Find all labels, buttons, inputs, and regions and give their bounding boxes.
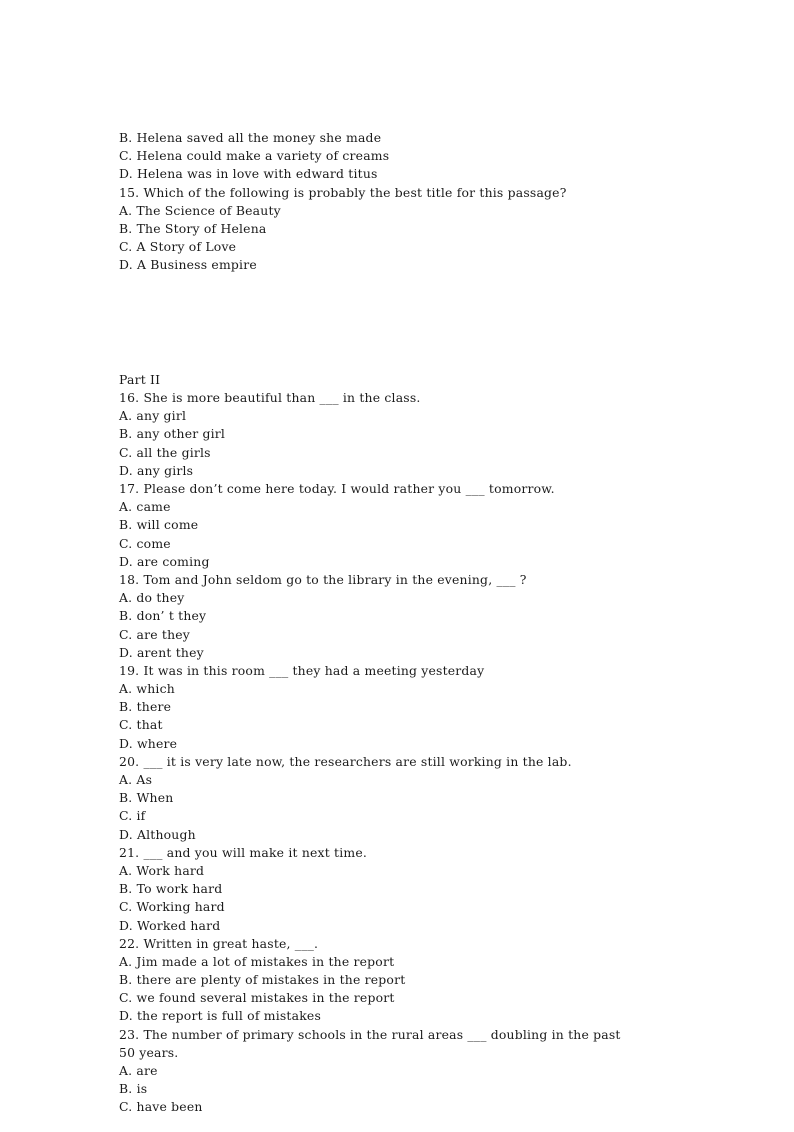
text-line: 22. Written in great haste, ___. [119, 935, 319, 951]
text-line: 50 years. [119, 1044, 179, 1060]
text-line: B. is [119, 1081, 148, 1097]
text-line: C. have been [119, 1099, 203, 1115]
text-line: A. which [119, 681, 175, 697]
text-line: C. that [119, 717, 163, 733]
text-line: B. any other girl [119, 426, 226, 442]
text-line: C. if [119, 808, 146, 824]
text-line: A. are [119, 1063, 158, 1079]
text-line: D. A Business empire [119, 257, 257, 273]
text-line: B. The Story of Helena [119, 220, 267, 236]
text-line: C. A Story of Love [119, 239, 237, 255]
text-line: B. Helena saved all the money she made [119, 130, 382, 145]
text-line: 16. She is more beautiful than ___ in the class. [119, 390, 421, 406]
text-line: B. there [119, 699, 172, 715]
text-line: 15. Which of the following is probably the best title for this passage? [119, 184, 567, 200]
text-line: B. When [119, 790, 174, 806]
text-line: 23. The number of primary schools in the rural areas ___ doubling in the past [119, 1026, 621, 1042]
text-line: D. Helena was in love with edward titus [119, 166, 378, 182]
text-line: A. The Science of Beauty [119, 202, 281, 218]
text-line: 21. ___ and you will make it next time. [119, 844, 367, 860]
text-line: A. do they [119, 590, 185, 606]
question-block-top [119, 129, 679, 275]
text-line: B. don’ t they [119, 608, 207, 624]
text-line: B. there are plenty of mistakes in the report [119, 972, 406, 988]
text-line: D. the report is full of mistakes [119, 1008, 322, 1024]
document-page [119, 99, 679, 1132]
text-line: B. will come [119, 517, 199, 533]
text-line: B. To work hard [119, 881, 223, 897]
question-block-part-ii [119, 371, 679, 1117]
text-line: Part II [119, 371, 161, 387]
text-line: D. where [119, 735, 178, 751]
text-line: C. Working hard [119, 899, 225, 915]
text-line: 19. It was in this room ___ they had a meeting yesterday [119, 662, 485, 678]
text-line: D. arent they [119, 644, 204, 660]
text-line: 20. ___ it is very late now, the researchers are still working in the lab. [119, 753, 572, 769]
text-line: D. Although [119, 826, 196, 842]
text-line: A. Jim made a lot of mistakes in the report [119, 953, 395, 969]
text-line: 18. Tom and John seldom go to the library in the evening, ___ ? [119, 571, 527, 587]
section-gap [119, 305, 679, 341]
text-line: A. Work hard [119, 862, 205, 878]
text-line: A. As [119, 772, 153, 788]
text-line: 17. Please don’t come here today. I would rather you ___ tomorrow. [119, 481, 555, 497]
text-line: C. are they [119, 626, 190, 642]
text-line: C. Helena could make a variety of creams [119, 148, 390, 164]
text-line: C. come [119, 535, 171, 551]
text-line: D. are coming [119, 553, 210, 569]
text-line: D. Worked hard [119, 917, 221, 933]
text-line: C. we found several mistakes in the report [119, 990, 395, 1006]
text-line: C. all the girls [119, 444, 211, 460]
text-line: A. came [119, 499, 171, 515]
text-line: A. any girl [119, 408, 187, 424]
text-line: D. any girls [119, 462, 194, 478]
